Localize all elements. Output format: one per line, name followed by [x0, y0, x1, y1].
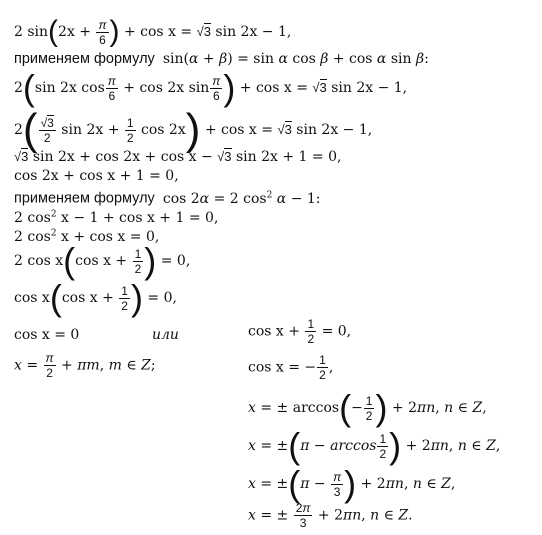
equation-line-6: cos 2x + cos x + 1 = 0, [14, 168, 179, 184]
equation-line-11: cos x(cos x + $\frac{1}{2}$ ) = 0, [14, 277, 177, 318]
text-apply-formula-2: применяем формулу cos 2α = 2 $\cos^2 \alpha - 1$: [14, 190, 321, 207]
equation-cos-zero: cos x = 0 [14, 327, 80, 343]
text-apply-formula-1: применяем формулу sin(α + β) = sin α cos β + cos α sin β: [14, 51, 429, 67]
or-label: или [152, 327, 179, 343]
equation-line-4: 2( $\frac{√3}{2}$ sin 2x + $\frac{1}{2}$ cos 2x) + cos x = √3 sin 2x − 1, [14, 105, 373, 154]
equation-line-5: √3 sin 2x + cos 2x + cos x − √3 sin 2x + 1 = 0, [14, 149, 342, 165]
equation-right-3: x = ± arccos(− $\frac{1}{2}$ ) + 2πn, n ∈ Z, [248, 387, 487, 428]
equation-line-1: 2 sin(2x + $\frac{\pi}{6}$ ) + cos x = √3 sin 2x − 1, [14, 15, 292, 48]
equation-line-3: 2(sin 2x cos $\frac{\pi}{6}$ + cos 2x sin $\frac{\pi}{6}$ ) + cos x = √3 sin 2x − 1, [14, 67, 408, 108]
left-solution: x = $\frac{\pi}{2}$ + πm, m ∈ Z; [14, 351, 156, 380]
equation-right-6: x = ± $\frac{2\pi}{3}$ + 2πn, n ∈ Z. [248, 501, 413, 530]
equation-line-10: 2 cos x(cos x + $\frac{1}{2}$ ) = 0, [14, 240, 191, 281]
equation-right-4: x = ±(π − arccos $\frac{1}{2}$ ) + 2πn, n ∈ Z, [248, 425, 501, 466]
equation-right-2: cos x = − $\frac{1}{2}$ , [248, 353, 334, 382]
equation-line-8: 2 $\cos^2 x - 1 + \cos x + 1 = 0$, [14, 209, 219, 226]
equation-line-9: 2 $\cos^2 x + \cos x = 0$, [14, 228, 160, 245]
equation-right-1: cos x + $\frac{1}{2}$ = 0, [248, 317, 352, 346]
equation-right-5: x = ±(π − $\frac{\pi}{3}$ ) + 2πn, n ∈ Z, [248, 463, 456, 504]
